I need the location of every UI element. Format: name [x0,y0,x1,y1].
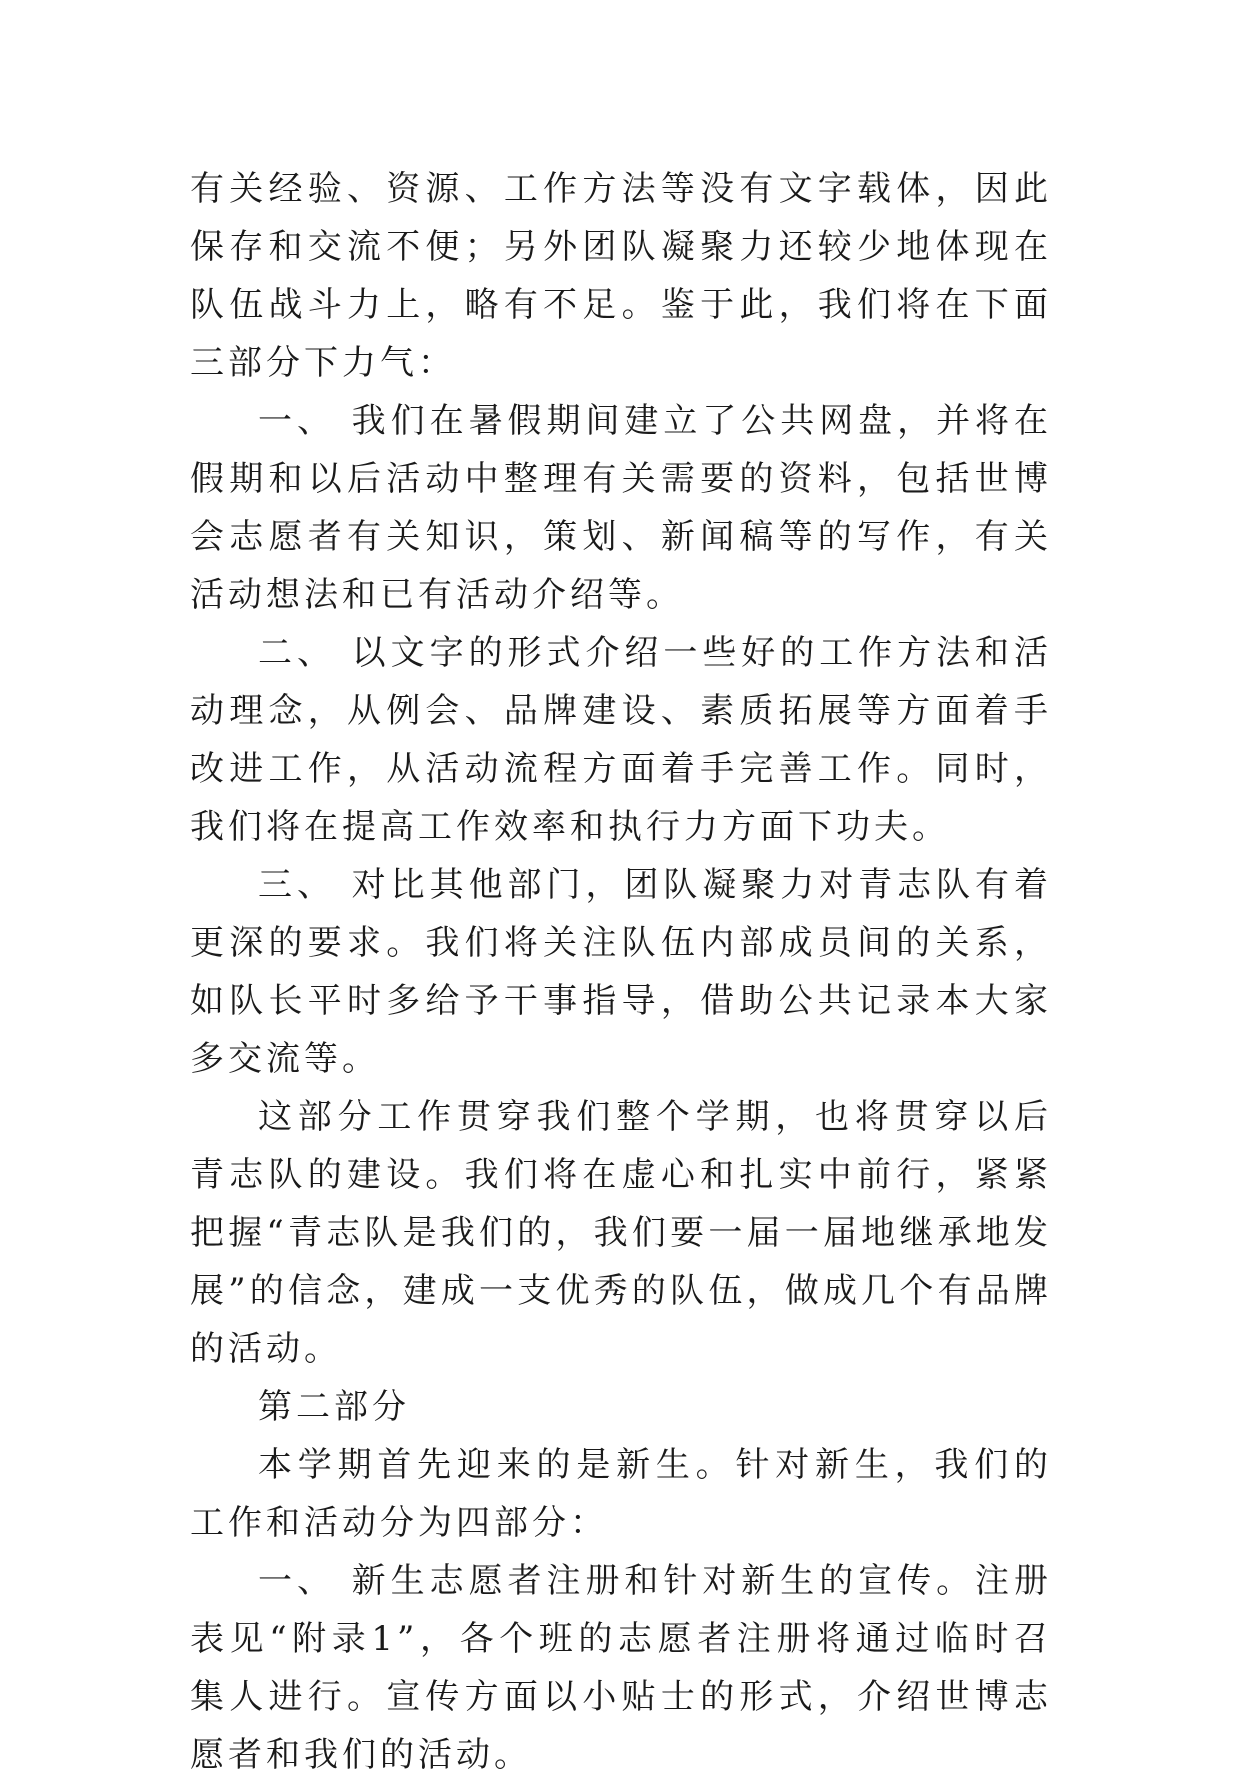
paragraph-summary: 这部分工作贯穿我们整个学期，也将贯穿以后青志队的建设。我们将在虚心和扎实中前行，紧紧把握“青志队是我们的，我们要一届一届地继承地发展”的信念，建成一支优秀的队伍，做成几个有品牌的活动。 [190,1097,1052,1369]
document-body [190,160,1052,1784]
paragraph-item-3: 三、 对比其他部门，团队凝聚力对青志队有着更深的要求。我们将关注队伍内部成员间的关系，如队长平时多给予干事指导，借助公共记录本大家多交流等。 [190,865,1052,1079]
paragraph-item-2: 二、 以文字的形式介绍一些好的工作方法和活动理念，从例会、品牌建设、素质拓展等方面着手改进工作，从活动流程方面着手完善工作。同时，我们将在提高工作效率和执行力方面下功夫。 [190,633,1052,847]
paragraph-section-item-1: 一、 新生志愿者注册和针对新生的宣传。注册表见“附录1”，各个班的志愿者注册将通过临时召集人进行。宣传方面以小贴士的形式，介绍世博志愿者和我们的活动。 [190,1561,1052,1775]
section-heading: 第二部分 [258,1387,410,1427]
paragraph-section-intro: 本学期首先迎来的是新生。针对新生，我们的工作和活动分为四部分： [190,1445,1052,1543]
paragraph-item-1: 一、 我们在暑假期间建立了公共网盘，并将在假期和以后活动中整理有关需要的资料，包括世博会志愿者有关知识，策划、新闻稿等的写作，有关活动想法和已有活动介绍等。 [190,401,1052,615]
paragraph-intro: 有关经验、资源、工作方法等没有文字载体，因此保存和交流不便；另外团队凝聚力还较少地体现在队伍战斗力上，略有不足。鉴于此，我们将在下面三部分下力气： [190,169,1052,383]
